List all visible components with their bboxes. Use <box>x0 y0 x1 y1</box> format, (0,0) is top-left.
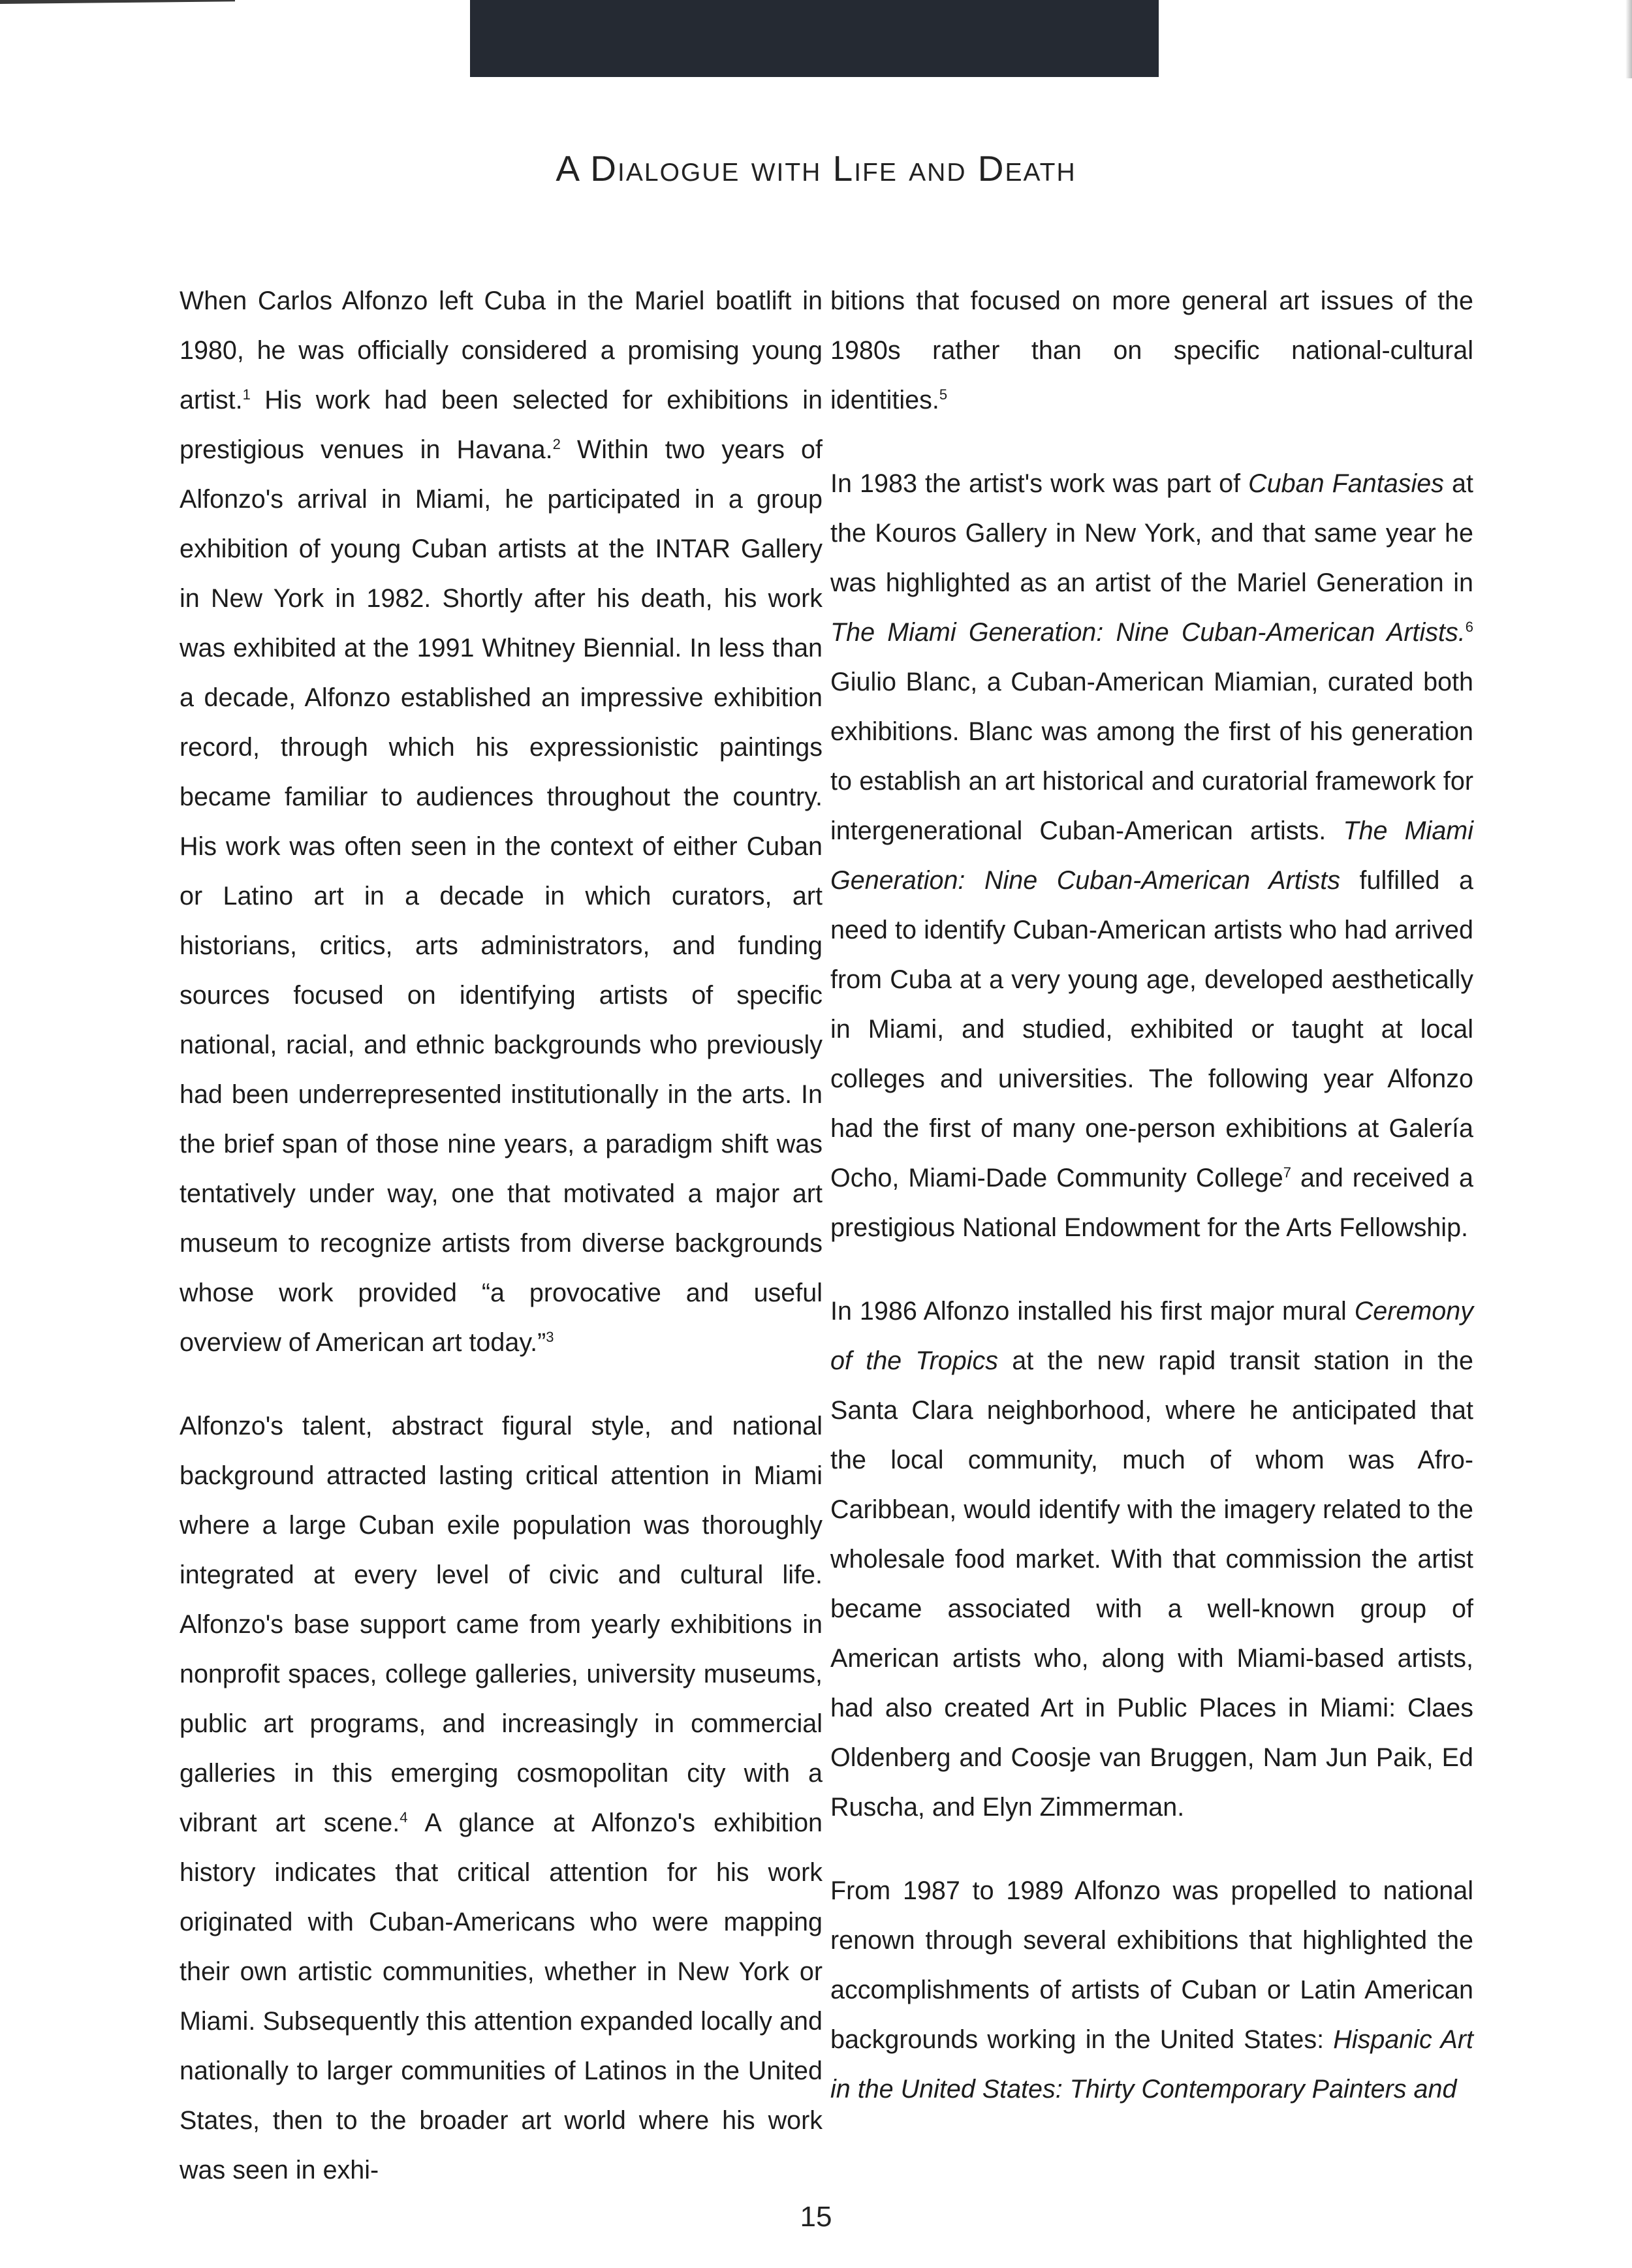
text-run: In 1983 the artist's work was part of <box>830 469 1249 498</box>
italic-title: Cuban Fantasies <box>1248 469 1444 498</box>
text-run: at the Kouros Gallery in New York, and that same year he was highlighted as an artist of the Mariel Generation in <box>830 469 1473 597</box>
footnote-ref: 2 <box>552 435 561 452</box>
footnote-ref: 5 <box>939 386 948 403</box>
paragraph-3 <box>830 276 1473 425</box>
italic-title: The Miami Generation: Nine Cuban-American Artists <box>830 816 1473 895</box>
footnote-ref: 1 <box>242 386 251 403</box>
right-column <box>830 276 1473 2114</box>
text-run: In 1986 Alfonzo installed his first major mural <box>830 1297 1355 1326</box>
text-run: bitions that focused on more general art issues of the 1980s rather than on specific national-cultural identities. <box>830 287 1473 414</box>
paragraph-1 <box>180 276 823 1367</box>
text-run: fulfilled a need to identify Cuban-American artists who had arrived from Cuba at a very young age, developed aesthetically in Miami, and studied, exhibited or taught at local colleges and universities. The following year Alfonzo had the first of many one-person exhibitions at Galería Ocho, Miami-Dade Community College <box>830 866 1474 1192</box>
text-run: From 1987 to 1989 Alfonzo was propelled to national renown through several exhibitions that highlighted the accomplishments of artists of Cuban or Latin American backgrounds working in the United States: <box>830 1876 1473 2054</box>
page-number: 15 <box>800 2201 832 2233</box>
text-run: and received a prestigious National Endowment for the Arts Fellowship. <box>830 1164 1473 1242</box>
text-run: Alfonzo's talent, abstract figural style, and national background attracted lasting critical attention in Miami where a large Cuban exile population was thoroughly integrated at every level of civic and cultural life. Alfonzo's base support came from yearly exhibitions in nonprofit spaces, college galleries, university museums, public art programs, and increasingly in commercial galleries in this emerging cosmopolitan city with a vibrant art scene. <box>180 1412 823 1837</box>
footnote-ref: 3 <box>546 1328 554 1345</box>
footnote-ref: 4 <box>400 1809 408 1825</box>
footnote-ref: 6 <box>1465 618 1473 635</box>
footnote-ref: 7 <box>1283 1164 1292 1181</box>
italic-title: Ceremony of the Tropics <box>830 1297 1473 1375</box>
paragraph-4 <box>830 459 1473 1252</box>
paragraph-2 <box>180 1401 823 2195</box>
paragraph-6 <box>830 1866 1473 2114</box>
page-title: A Dialogue with Life and Death <box>556 148 1076 189</box>
text-run: Giulio Blanc, a Cuban-American Miamian, curated both exhibitions. Blanc was among the first of his generation to establish an art historical and curatorial framework for intergenerational Cuban-American artists. <box>830 668 1473 845</box>
text-run: at the new rapid transit station in the Santa Clara neighborhood, where he anticipated that the local community, much of whom was Afro-Caribbean, would identify with the imagery related to the wholesale food market. With that commission the artist became associated with a well-known group of American artists who, along with Miami-based artists, had also created Art in Public Places in Miami: Claes Oldenberg and Coosje van Bruggen, Nam Jun Paik, Ed Ruscha, and Elyn Zimmerman. <box>830 1346 1473 1822</box>
paragraph-5 <box>830 1286 1473 1832</box>
scan-edge-shadow <box>1625 0 1632 78</box>
italic-title: The Miami Generation: Nine Cuban-American Artists. <box>830 618 1466 647</box>
text-run: A glance at Alfonzo's exhibition history indicates that critical attention for his work originated with Cuban-Americans who were mapping their own artistic communities, whether in New York or Miami. Subsequently this attention expanded locally and nationally to larger communities of Latinos in the United States, then to the broader art world where his work was seen in exhi- <box>180 1809 823 2184</box>
italic-title: Hispanic Art in the United States: Thirty Contemporary Painters and <box>830 2025 1473 2104</box>
text-run: When Carlos Alfonzo left Cuba in the Mariel boatlift in 1980, he was officially considered a promising young artist. <box>180 287 823 414</box>
header-band <box>470 0 1159 77</box>
scan-edge-mark <box>0 0 235 4</box>
text-run: Within two years of Alfonzo's arrival in Miami, he participated in a group exhibition of young Cuban artists at the INTAR Gallery in New York in 1982. Shortly after his death, his work was exhibited at the 1991 Whitney Biennial. In less than a decade, Alfonzo established an impressive exhibition record, through which his expressionistic paintings became familiar to audiences throughout the country. His work was often seen in the context of either Cuban or Latino art in a decade in which curators, art historians, critics, arts administrators, and funding sources focused on identifying artists of specific national, racial, and ethnic backgrounds who previously had been underrepresented institutionally in the arts. In the brief span of those nine years, a paradigm shift was tentatively under way, one that motivated a major art museum to recognize artists from diverse backgrounds whose work provided “a provocative and useful overview of American art today.” <box>180 435 823 1357</box>
text-run: His work had been selected for exhibitions in prestigious venues in Havana. <box>180 386 823 464</box>
left-column <box>180 276 823 2195</box>
